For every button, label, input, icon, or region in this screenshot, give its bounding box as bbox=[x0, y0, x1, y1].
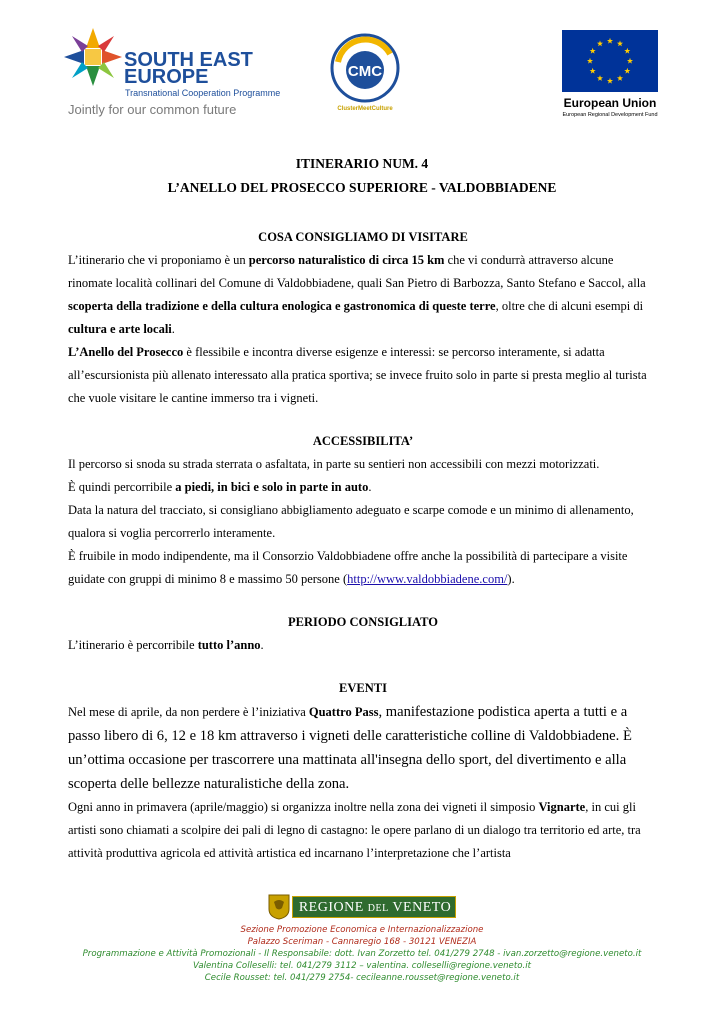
text-run: Ogni anno in primavera (aprile/maggio) si organizza inoltre nella zona dei vigneti il simposio bbox=[68, 800, 539, 814]
bold-run: L’Anello del Prosecco bbox=[68, 345, 184, 359]
eu-star-icon bbox=[624, 48, 630, 54]
section-heading-eventi: EVENTI bbox=[339, 681, 387, 695]
section-heading-accessibilita: ACCESSIBILITA’ bbox=[312, 434, 414, 448]
bold-run: scoperta della tradizione e della cultura enologica e gastronomica di queste terre bbox=[68, 299, 496, 313]
paragraph-accessibilita-4 bbox=[68, 545, 658, 591]
valdobbiadene-link[interactable]: http://www.valdobbiadene.com/ bbox=[347, 572, 508, 586]
cmc-caption: ClusterMeetCulture bbox=[337, 106, 393, 112]
text-run: è flessibile e incontra diverse esigenze e interessi: se percorso interamente, si adatta all’escursionista più allenato interessato alla pratica sportiva; se invece fruito solo in parte si presta meglio al turista che vuole visitare le cantine immerso tra i vigneti. bbox=[68, 345, 647, 405]
document-body bbox=[68, 226, 658, 865]
text-run: ). bbox=[507, 572, 515, 586]
see-star-mark-icon bbox=[64, 28, 122, 86]
see-title-line2: EUROPE bbox=[124, 66, 209, 88]
see-logo-subtitle: Transnational Cooperation Programme bbox=[125, 88, 281, 98]
veneto-logo-text bbox=[293, 900, 457, 916]
text-run-large: , manifestazione podistica aperta a tutti e a passo libero di 6, 12 e 18 km attraverso i vigneti delle caratteristiche colline di Valdobbiadene. È un’ottima occasione per trascorrere una mattinata all'insegna dello sport, del divertimento e alla scoperta delle bellezze naturalistiche della zona. bbox=[68, 704, 632, 792]
cmc-logo bbox=[330, 32, 400, 118]
spacer bbox=[68, 410, 658, 430]
paragraph-accessibilita-2 bbox=[68, 476, 658, 499]
email-link[interactable]: ivan.zorzetto@regione.veneto.it bbox=[503, 949, 642, 959]
paragraph-eventi-2 bbox=[68, 796, 658, 865]
text-run: . bbox=[368, 480, 372, 494]
footer-line-responsible bbox=[0, 948, 724, 960]
footer-line-section: Sezione Promozione Economica e Internazionalizzazione bbox=[240, 925, 484, 935]
text-run: REGIONE bbox=[298, 900, 368, 915]
footer-contacts bbox=[0, 924, 724, 984]
eu-flag bbox=[562, 30, 658, 92]
text-run: DEL bbox=[367, 903, 389, 914]
text-run: È quindi percorribile bbox=[68, 480, 176, 494]
footer-line-contact-2: Cecile Rousset: tel. 041/279 2754- cecileanne.rousset@regione.veneto.it bbox=[204, 973, 520, 983]
paragraph-visitare-1 bbox=[68, 249, 658, 341]
bold-run: tutto l’anno bbox=[197, 638, 261, 652]
text-run: VENETO bbox=[388, 900, 452, 915]
footer-line-address: Palazzo Sceriman - Cannaregio 168 - 30121 VENEZIA bbox=[247, 937, 477, 947]
lion-crest-icon bbox=[268, 894, 290, 920]
document-subtitle: L’ANELLO DEL PROSECCO SUPERIORE - VALDOBBIADENE bbox=[167, 180, 557, 195]
paragraph-periodo-1 bbox=[68, 634, 658, 657]
european-union-logo bbox=[560, 30, 660, 122]
eu-star-icon bbox=[597, 75, 603, 81]
eu-title: European Union bbox=[563, 96, 657, 110]
footer-line-contact-1: Valentina Colleselli: tel. 041/279 3112 – valentina. colleselli@regione.veneto.it bbox=[193, 961, 531, 971]
eu-star-icon bbox=[590, 68, 596, 74]
spacer bbox=[68, 657, 658, 677]
see-logo-title bbox=[124, 49, 253, 88]
text-run: che vi condurrà attraverso alcune rinomate località collinari del Comune di Valdobbiadene, quali San Pietro di Barbozza, Santo Stefano e Saccol, alla bbox=[68, 253, 646, 290]
eu-stars-icon bbox=[562, 30, 658, 92]
bold-run: percorso naturalistico di circa 15 km bbox=[248, 253, 445, 267]
paragraph-accessibilita-3: Data la natura del tracciato, si consigliano abbigliamento adeguato e scarpe comode e un minimo di allenamento, qualora si voglia percorrerlo interamente. bbox=[68, 503, 634, 540]
text-run: L’itinerario è percorribile bbox=[68, 638, 198, 652]
text-run: L’itinerario che vi proponiamo è un bbox=[68, 253, 249, 267]
eu-star-icon bbox=[597, 40, 603, 46]
eu-star-icon bbox=[590, 48, 596, 54]
cmc-circle-icon bbox=[330, 32, 400, 104]
eu-star-icon bbox=[627, 58, 633, 64]
section-heading-periodo: PERIODO CONSIGLIATO bbox=[288, 615, 438, 629]
eu-star-icon bbox=[617, 75, 623, 81]
paragraph-visitare-2 bbox=[68, 341, 658, 410]
south-east-europe-logo bbox=[64, 28, 281, 120]
veneto-banner bbox=[292, 896, 456, 918]
bold-run: cultura e arte locali bbox=[68, 322, 172, 336]
eu-star-icon bbox=[607, 78, 613, 84]
regione-veneto-logo bbox=[268, 894, 456, 920]
see-logo-tagline: Jointly for our common future bbox=[68, 102, 237, 117]
text-run: , oltre che di alcuni esempi di bbox=[495, 299, 644, 313]
bold-run: Vignarte bbox=[538, 800, 586, 814]
text-run: . bbox=[260, 638, 264, 652]
bold-run: a piedi, in bici e solo in parte in auto bbox=[175, 480, 369, 494]
text-run: , in cui gli artisti sono chiamati a scolpire dei pali di legno di castagno: le opere parlano di un dialogo tra territorio ed arte, tra attività produttiva agricola ed attività artistica ed incarnano l’interpretazione che l’artista bbox=[68, 800, 641, 860]
text-run: . bbox=[171, 322, 175, 336]
bold-run: Quattro Pass bbox=[308, 705, 379, 719]
paragraph-accessibilita-1: Il percorso si snoda su strada sterrata o asfaltata, in parte su sentieri non accessibili con mezzi motorizzati. bbox=[68, 457, 600, 471]
text-run: È fruibile in modo indipendente, ma il Consorzio Valdobbiadene offre anche la possibilità di partecipare a visite guidate con gruppi di minimo 8 e massimo 50 persone ( bbox=[68, 549, 628, 586]
cmc-initials: CMC bbox=[347, 63, 383, 80]
paragraph-eventi-1 bbox=[68, 700, 658, 796]
spacer bbox=[68, 591, 658, 611]
eu-star-icon bbox=[607, 38, 613, 44]
text-run: Nel mese di aprile, da non perdere è l’iniziativa bbox=[68, 705, 309, 719]
see-title-line1: SOUTH EAST bbox=[124, 49, 253, 71]
eu-star-icon bbox=[624, 68, 630, 74]
section-heading-visitare: COSA CONSIGLIAMO DI VISITARE bbox=[258, 230, 468, 244]
text-run: Programmazione e Attività Promozionali - Il Responsabile: dott. Ivan Zorzetto tel. 041/279 2748 - bbox=[82, 949, 504, 959]
eu-subtitle: European Regional Development Fund bbox=[562, 112, 658, 118]
document-title: ITINERARIO NUM. 4 bbox=[295, 156, 429, 171]
eu-star-icon bbox=[617, 40, 623, 46]
eu-star-icon bbox=[587, 58, 593, 64]
